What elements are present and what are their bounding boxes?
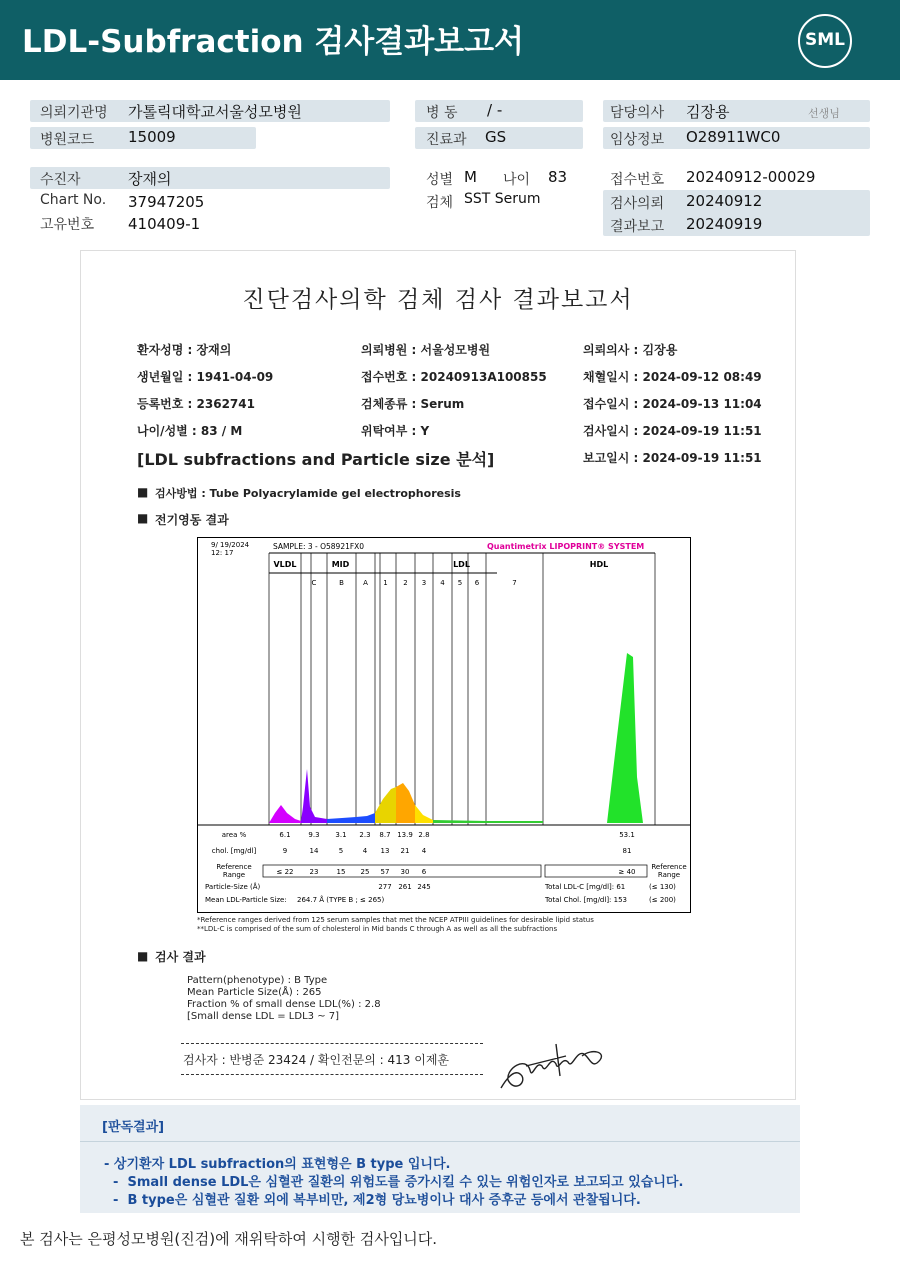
ref-value: 23 [309, 868, 319, 876]
interpretation-line-3: - B type은 심혈관 질환 외에 복부비만, 제2형 당뇨병이나 대사 증후군 등에서 관찰됩니다. [104, 1193, 641, 1208]
footnote-2: **LDL-C is comprised of the sum of cholesterol in Mid bands C through A as well as all the subfractions [197, 925, 558, 933]
chart-band-label: 5 [457, 579, 463, 587]
sex-label: 성별 [426, 172, 454, 188]
consignment-note: 본 검사는 은평성모병원(진검)에 재위탁하여 시행한 검사입니다. [20, 1230, 438, 1248]
field-consign: 위탁여부 : Y [361, 424, 430, 438]
chart-band-label: 1 [383, 579, 388, 587]
signoff-text: 검사자 : 반병준 23424 / 확인전문의 : 413 이제훈 [183, 1053, 450, 1067]
area-value: 6.1 [279, 831, 291, 839]
mean-size-value: 264.7 Å (TYPE B ; ≤ 265) [297, 896, 385, 904]
interpretation-line-2: - Small dense LDL은 심혈관 질환의 위험도를 증가시킬 수 있는 위험인자로 보고되고 있습니다. [104, 1175, 684, 1190]
field-reported: 보고일시 : 2024-09-19 11:51 [583, 451, 762, 465]
row-label-particle: Particle-Size (Å) [205, 883, 261, 891]
chart-band-label: 4 [440, 579, 445, 587]
code-label: 병원코드 [40, 132, 95, 148]
row-label-ref-right-2: Range [657, 871, 681, 879]
chart-group-hdl: HDL [589, 560, 609, 569]
chart-brand: Quantimetrix LIPOPRINT® SYSTEM [487, 542, 645, 551]
row-label-mean: Mean LDL-Particle Size: [205, 896, 287, 904]
request-value: 20240912 [686, 192, 763, 210]
report-value: 20240919 [686, 215, 763, 233]
electrophoresis-chart [197, 537, 691, 913]
chart-band-label: B [339, 579, 344, 587]
ref-value: 6 [421, 868, 427, 876]
uid-value: 410409-1 [128, 215, 201, 233]
result-line-3: Fraction % of small dense LDL(%) : 2.8 [187, 999, 381, 1010]
accession-value: 20240912-00029 [686, 168, 816, 186]
doctor-suffix: 선생님 [808, 107, 840, 120]
area-value: 8.7 [379, 831, 391, 839]
ref-value: 30 [400, 868, 410, 876]
particle-size-value: 277 [378, 883, 392, 891]
field-received: 접수일시 : 2024-09-13 11:04 [583, 397, 762, 411]
interpretation-divider [80, 1141, 800, 1142]
chart-band-label: 3 [421, 579, 427, 587]
doctor-label: 담당의사 [610, 105, 665, 121]
chart-value: 37947205 [128, 193, 205, 211]
signoff-bottom-rule [181, 1074, 483, 1075]
field-regno: 등록번호 : 2362741 [137, 397, 255, 411]
clinical-value: O28911WC0 [686, 128, 781, 146]
electro-bullet: ■ [137, 511, 149, 525]
chart-sample: SAMPLE: 3 - O58921FX0 [273, 542, 365, 551]
interpretation-box [80, 1105, 800, 1213]
chart-group-mid: MID [331, 560, 350, 569]
doctor-value: 김장용 [686, 103, 730, 121]
sex-value: M [464, 168, 477, 186]
chol-value: 21 [400, 847, 410, 855]
area-value: 9.3 [308, 831, 320, 839]
ref-value: ≥ 40 [618, 868, 636, 876]
area-value: 53.1 [619, 831, 635, 839]
specimen-label: 검체 [426, 195, 454, 211]
field-specimen: 검체종류 : Serum [361, 397, 465, 411]
age-value: 83 [548, 168, 568, 186]
report-label: 결과보고 [610, 219, 665, 235]
chol-value: 14 [309, 847, 319, 855]
row-label-ref-2: Range [222, 871, 246, 879]
field-collect: 채혈일시 : 2024-09-12 08:49 [583, 370, 762, 384]
field-agesex: 나이/성별 : 83 / M [137, 424, 243, 438]
request-label: 검사의뢰 [610, 196, 665, 212]
chol-value: 81 [622, 847, 632, 855]
accession-label: 접수번호 [610, 172, 665, 188]
chart-label: Chart No. [40, 192, 107, 208]
total-ldl: Total LDL-C [mg/dl]: 61 [545, 883, 626, 891]
age-label: 나이 [503, 172, 531, 188]
ref-value: 15 [336, 868, 346, 876]
chart-group-vldl: VLDL [273, 560, 297, 569]
interpretation-line-1: - 상기환자 LDL subfraction의 표현형은 B type 입니다. [104, 1157, 451, 1172]
area-value: 3.1 [335, 831, 347, 839]
ward-value: / - [487, 101, 503, 119]
header-bar [0, 0, 900, 80]
chol-value: 4 [362, 847, 368, 855]
field-hospital: 의뢰병원 : 서울성모병원 [361, 343, 491, 357]
signoff-top-rule [181, 1043, 483, 1044]
result-line-1: Pattern(phenotype) : B Type [187, 975, 328, 986]
specimen-value: SST Serum [464, 191, 541, 207]
result-head: 검사 결과 [155, 950, 206, 964]
field-dob: 생년월일 : 1941-04-09 [137, 370, 274, 384]
particle-size-value: 245 [417, 883, 431, 891]
code-value: 15009 [128, 128, 176, 146]
field-accession: 접수번호 : 20240913A100855 [361, 370, 547, 384]
chart-band-label: 7 [512, 579, 517, 587]
chol-value: 13 [380, 847, 390, 855]
ref-value: ≤ 22 [276, 868, 294, 876]
chart-group-ldl: LDL [453, 560, 470, 569]
result-line-4: [Small dense LDL = LDL3 ~ 7] [187, 1011, 340, 1022]
particle-size-value: 261 [398, 883, 412, 891]
footnote-1: *Reference ranges derived from 125 serum samples that met the NCEP ATPIII guidelines for desirable lipid status [197, 916, 594, 924]
interpretation-title: [판독결과] [102, 1120, 165, 1135]
report-document [80, 250, 796, 1100]
area-value: 2.8 [418, 831, 430, 839]
chart-band-label: A [363, 579, 368, 587]
dept-label: 진료과 [426, 132, 467, 148]
hospital-value: 가톨릭대학교서울성모병원 [128, 103, 302, 121]
hospital-label: 의뢰기관명 [40, 105, 108, 121]
patient-label: 수진자 [40, 172, 81, 188]
result-bullet: ■ [137, 949, 149, 963]
method-bullet: ■ [137, 485, 149, 499]
chart-band-label: 2 [403, 579, 408, 587]
total-chol: Total Chol. [mg/dl]: 153 [545, 896, 627, 904]
chol-value: 4 [421, 847, 427, 855]
signature-image [496, 1036, 616, 1096]
patient-row-bg [30, 167, 390, 189]
row-label-area: area % [221, 831, 247, 839]
row-label-ref-right-1: Reference [651, 863, 687, 871]
field-tested: 검사일시 : 2024-09-19 11:51 [583, 424, 762, 438]
result-line-2: Mean Particle Size(Å) : 265 [187, 987, 322, 998]
electro-text: 전기영동 결과 [155, 513, 229, 527]
total-ldl-ref: (≤ 130) [649, 883, 676, 891]
ward-label: 병 동 [426, 105, 458, 121]
patient-value: 장재의 [128, 170, 172, 188]
field-doctor: 의뢰의사 : 김장용 [583, 343, 678, 357]
page-title: LDL-Subfraction 검사결과보고서 [22, 24, 524, 60]
row-label-chol: chol. [mg/dl] [211, 847, 257, 855]
chart-frame [198, 538, 691, 913]
total-chol-ref: (≤ 200) [649, 896, 676, 904]
area-value: 2.3 [359, 831, 371, 839]
sml-logo [798, 14, 852, 68]
dept-value: GS [485, 128, 507, 146]
section-title: [LDL subfractions and Particle size 분석] [137, 450, 495, 469]
chol-value: 9 [282, 847, 288, 855]
doc-title: 진단검사의학 검체 검사 결과보고서 [242, 287, 634, 313]
clinical-label: 임상정보 [610, 132, 665, 148]
field-name: 환자성명 : 장재의 [137, 343, 232, 357]
chart-band-label: C [311, 579, 317, 587]
method-text: 검사방법 : Tube Polyacrylamide gel electrophoresis [155, 487, 461, 500]
uid-label: 고유번호 [40, 217, 95, 233]
chart-time: 12: 17 [211, 549, 234, 557]
ref-value: 57 [380, 868, 390, 876]
ref-value: 25 [360, 868, 370, 876]
row-label-ref-1: Reference [216, 863, 252, 871]
logo-text: SML [805, 30, 845, 50]
chart-band-label: 6 [474, 579, 480, 587]
chol-value: 5 [338, 847, 344, 855]
chart-date: 9/ 19/2024 [211, 541, 250, 549]
area-value: 13.9 [397, 831, 413, 839]
